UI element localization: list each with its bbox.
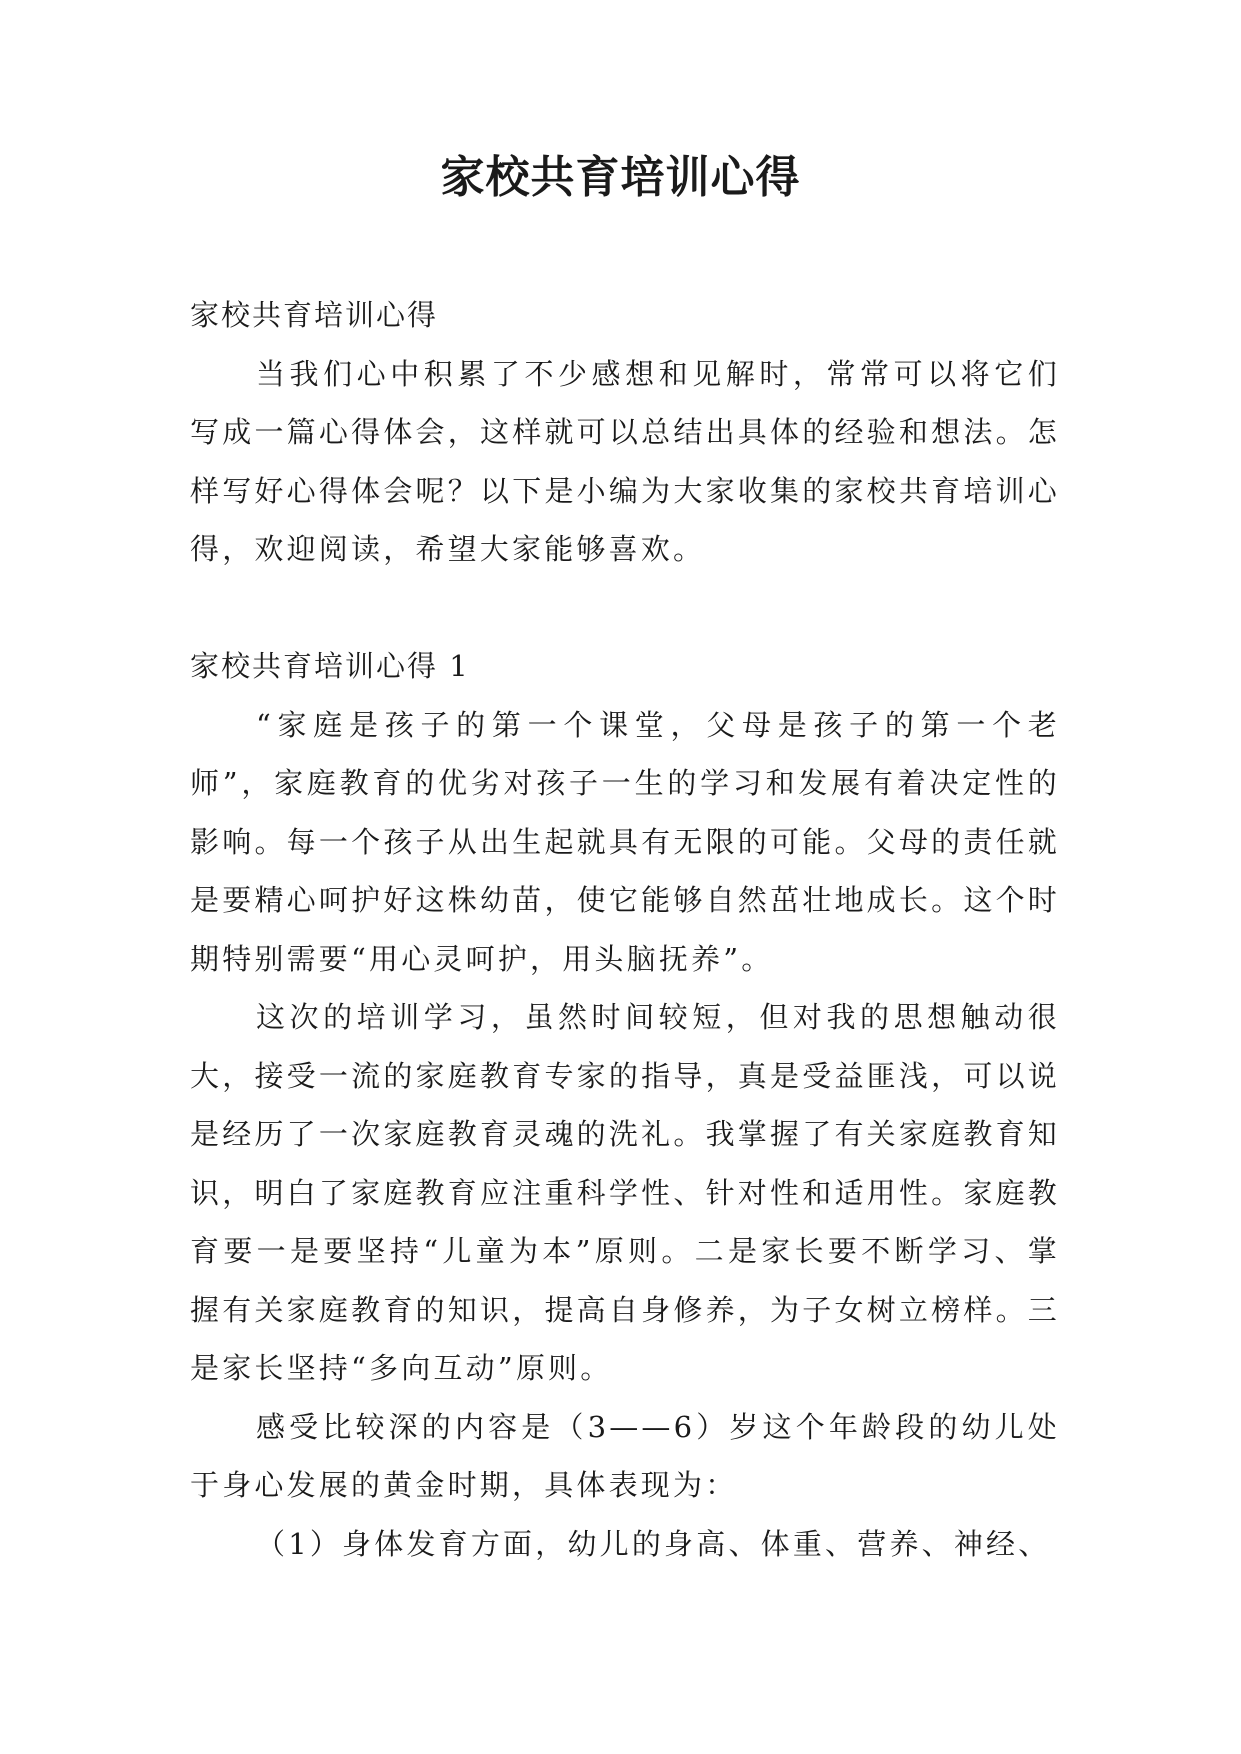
intro-paragraph: 当我们心中积累了不少感想和见解时，常常可以将它们写成一篇心得体会，这样就可以总结出具体的经验和想法。怎样写好心得体会呢？以下是小编为大家收集的家校共育培训心得，欢迎阅读，希望大家能够喜欢。 [190, 356, 1060, 566]
section-spacer [190, 579, 1060, 638]
section1-paragraph-2: 这次的培训学习，虽然时间较短，但对我的思想触动很大，接受一流的家庭教育专家的指导，真是受益匪浅，可以说是经历了一次家庭教育灵魂的洗礼。我掌握了有关家庭教育知识，明白了家庭教育应注重科学性、针对性和适用性。家庭教育要一是要坚持“儿童为本”原则。二是家长要不断学习、掌握有关家庭教育的知识，提高自身修养，为子女树立榜样。三是家长坚持“多向互动”原则。 [190, 1000, 1060, 1385]
intro-heading: 家校共育培训心得 [190, 298, 439, 332]
section1-paragraph-1: “家庭是孩子的第一个课堂，父母是孩子的第一个老师”，家庭教育的优劣对孩子一生的学习和发展有着决定性的影响。每一个孩子从出生起就具有无限的可能。父母的责任就是要精心呵护好这株幼苗，使它能够自然茁壮地成长。这个时期特别需要“用心灵呵护，用头脑抚养”。 [190, 707, 1060, 976]
section1-heading: 家校共育培训心得 1 [190, 649, 470, 683]
document-body [190, 286, 1060, 1573]
document-title: 家校共育培训心得 [440, 152, 801, 203]
section1-paragraph-4: （1）身体发育方面，幼儿的身高、体重、营养、神经、 [256, 1526, 1051, 1561]
section1-paragraph-3: 感受比较深的内容是（3——6）岁这个年龄段的幼儿处于身心发展的黄金时期，具体表现为： [190, 1409, 1060, 1502]
